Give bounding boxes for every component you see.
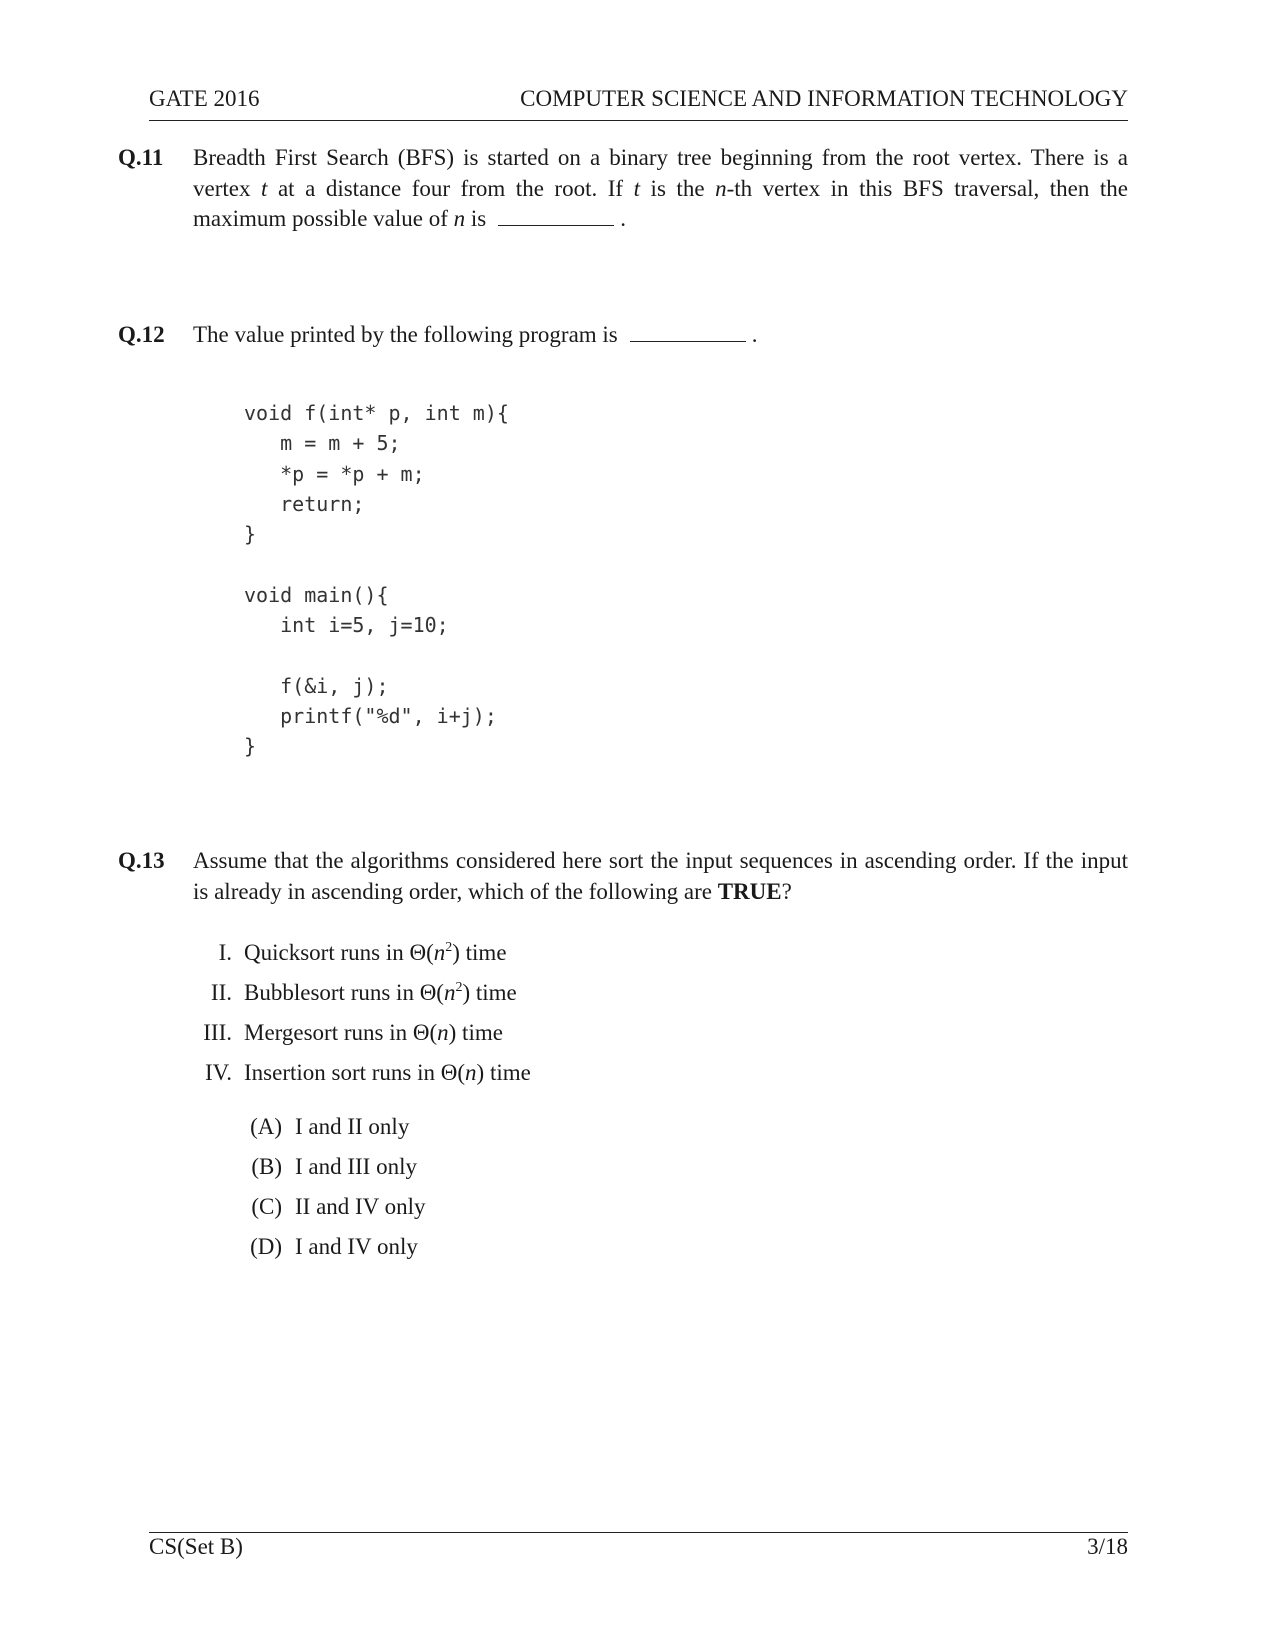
question-number: Q.11: [118, 145, 164, 170]
answer-blank[interactable]: [630, 321, 746, 342]
option-text: I and III only: [295, 1154, 417, 1179]
option-d[interactable]: [247, 1234, 418, 1260]
exam-title: GATE 2016: [149, 86, 260, 111]
option-label: (B): [251, 1154, 282, 1179]
statement-item: II. Bubblesort runs in $\Theta(n^2)$ time: [210, 980, 517, 1005]
question-number: Q.13: [118, 848, 165, 873]
option-text: I and II only: [295, 1114, 410, 1139]
statement-item: III. Mergesort runs in Θ(n) time: [203, 1020, 503, 1045]
page-number: 3/18: [1087, 1534, 1128, 1559]
option-a[interactable]: [247, 1114, 409, 1140]
code-listing: void f(int* p, int m){ m = m + 5; *p = *p + m; return; } void main(){ int i=5, j=10; f(&i, j); printf("%d", i+j); }: [244, 401, 509, 759]
page-footer: [149, 1534, 1128, 1560]
question-text: The value printed by the following program is .: [193, 322, 758, 347]
option-label: (A): [250, 1114, 282, 1139]
question-13: [118, 846, 1128, 907]
question-11: [118, 143, 1128, 235]
answer-blank[interactable]: [498, 205, 614, 226]
question-text: Assume that the algorithms considered here sort the input sequences in ascending order. If the input is already in ascending order, which of the following are TRUE?: [193, 848, 1128, 904]
statement-item: I. Quicksort runs in $\Theta(n^2)$ time: [218, 940, 507, 965]
option-c[interactable]: [247, 1194, 426, 1220]
question-number: Q.12: [118, 322, 165, 347]
option-label: (C): [251, 1194, 282, 1219]
paper-set: CS(Set B): [149, 1534, 243, 1559]
option-label: (D): [250, 1234, 282, 1259]
question-12: [118, 320, 1128, 351]
footer-divider: [149, 1532, 1128, 1533]
option-b[interactable]: [247, 1154, 417, 1180]
page-header: [149, 86, 1128, 121]
option-text: I and IV only: [295, 1234, 418, 1259]
statement-item: IV. Insertion sort runs in Θ(n) time: [204, 1060, 531, 1085]
option-text: II and IV only: [295, 1194, 426, 1219]
subject-title: COMPUTER SCIENCE AND INFORMATION TECHNOLOGY: [520, 86, 1128, 111]
question-text: Breadth First Search (BFS) is started on a binary tree beginning from the root vertex. There is a vertex t at a distance four from the root. If t is the n-th vertex in this BFS traversal, then the maximum possible value of n is .: [193, 145, 1128, 231]
